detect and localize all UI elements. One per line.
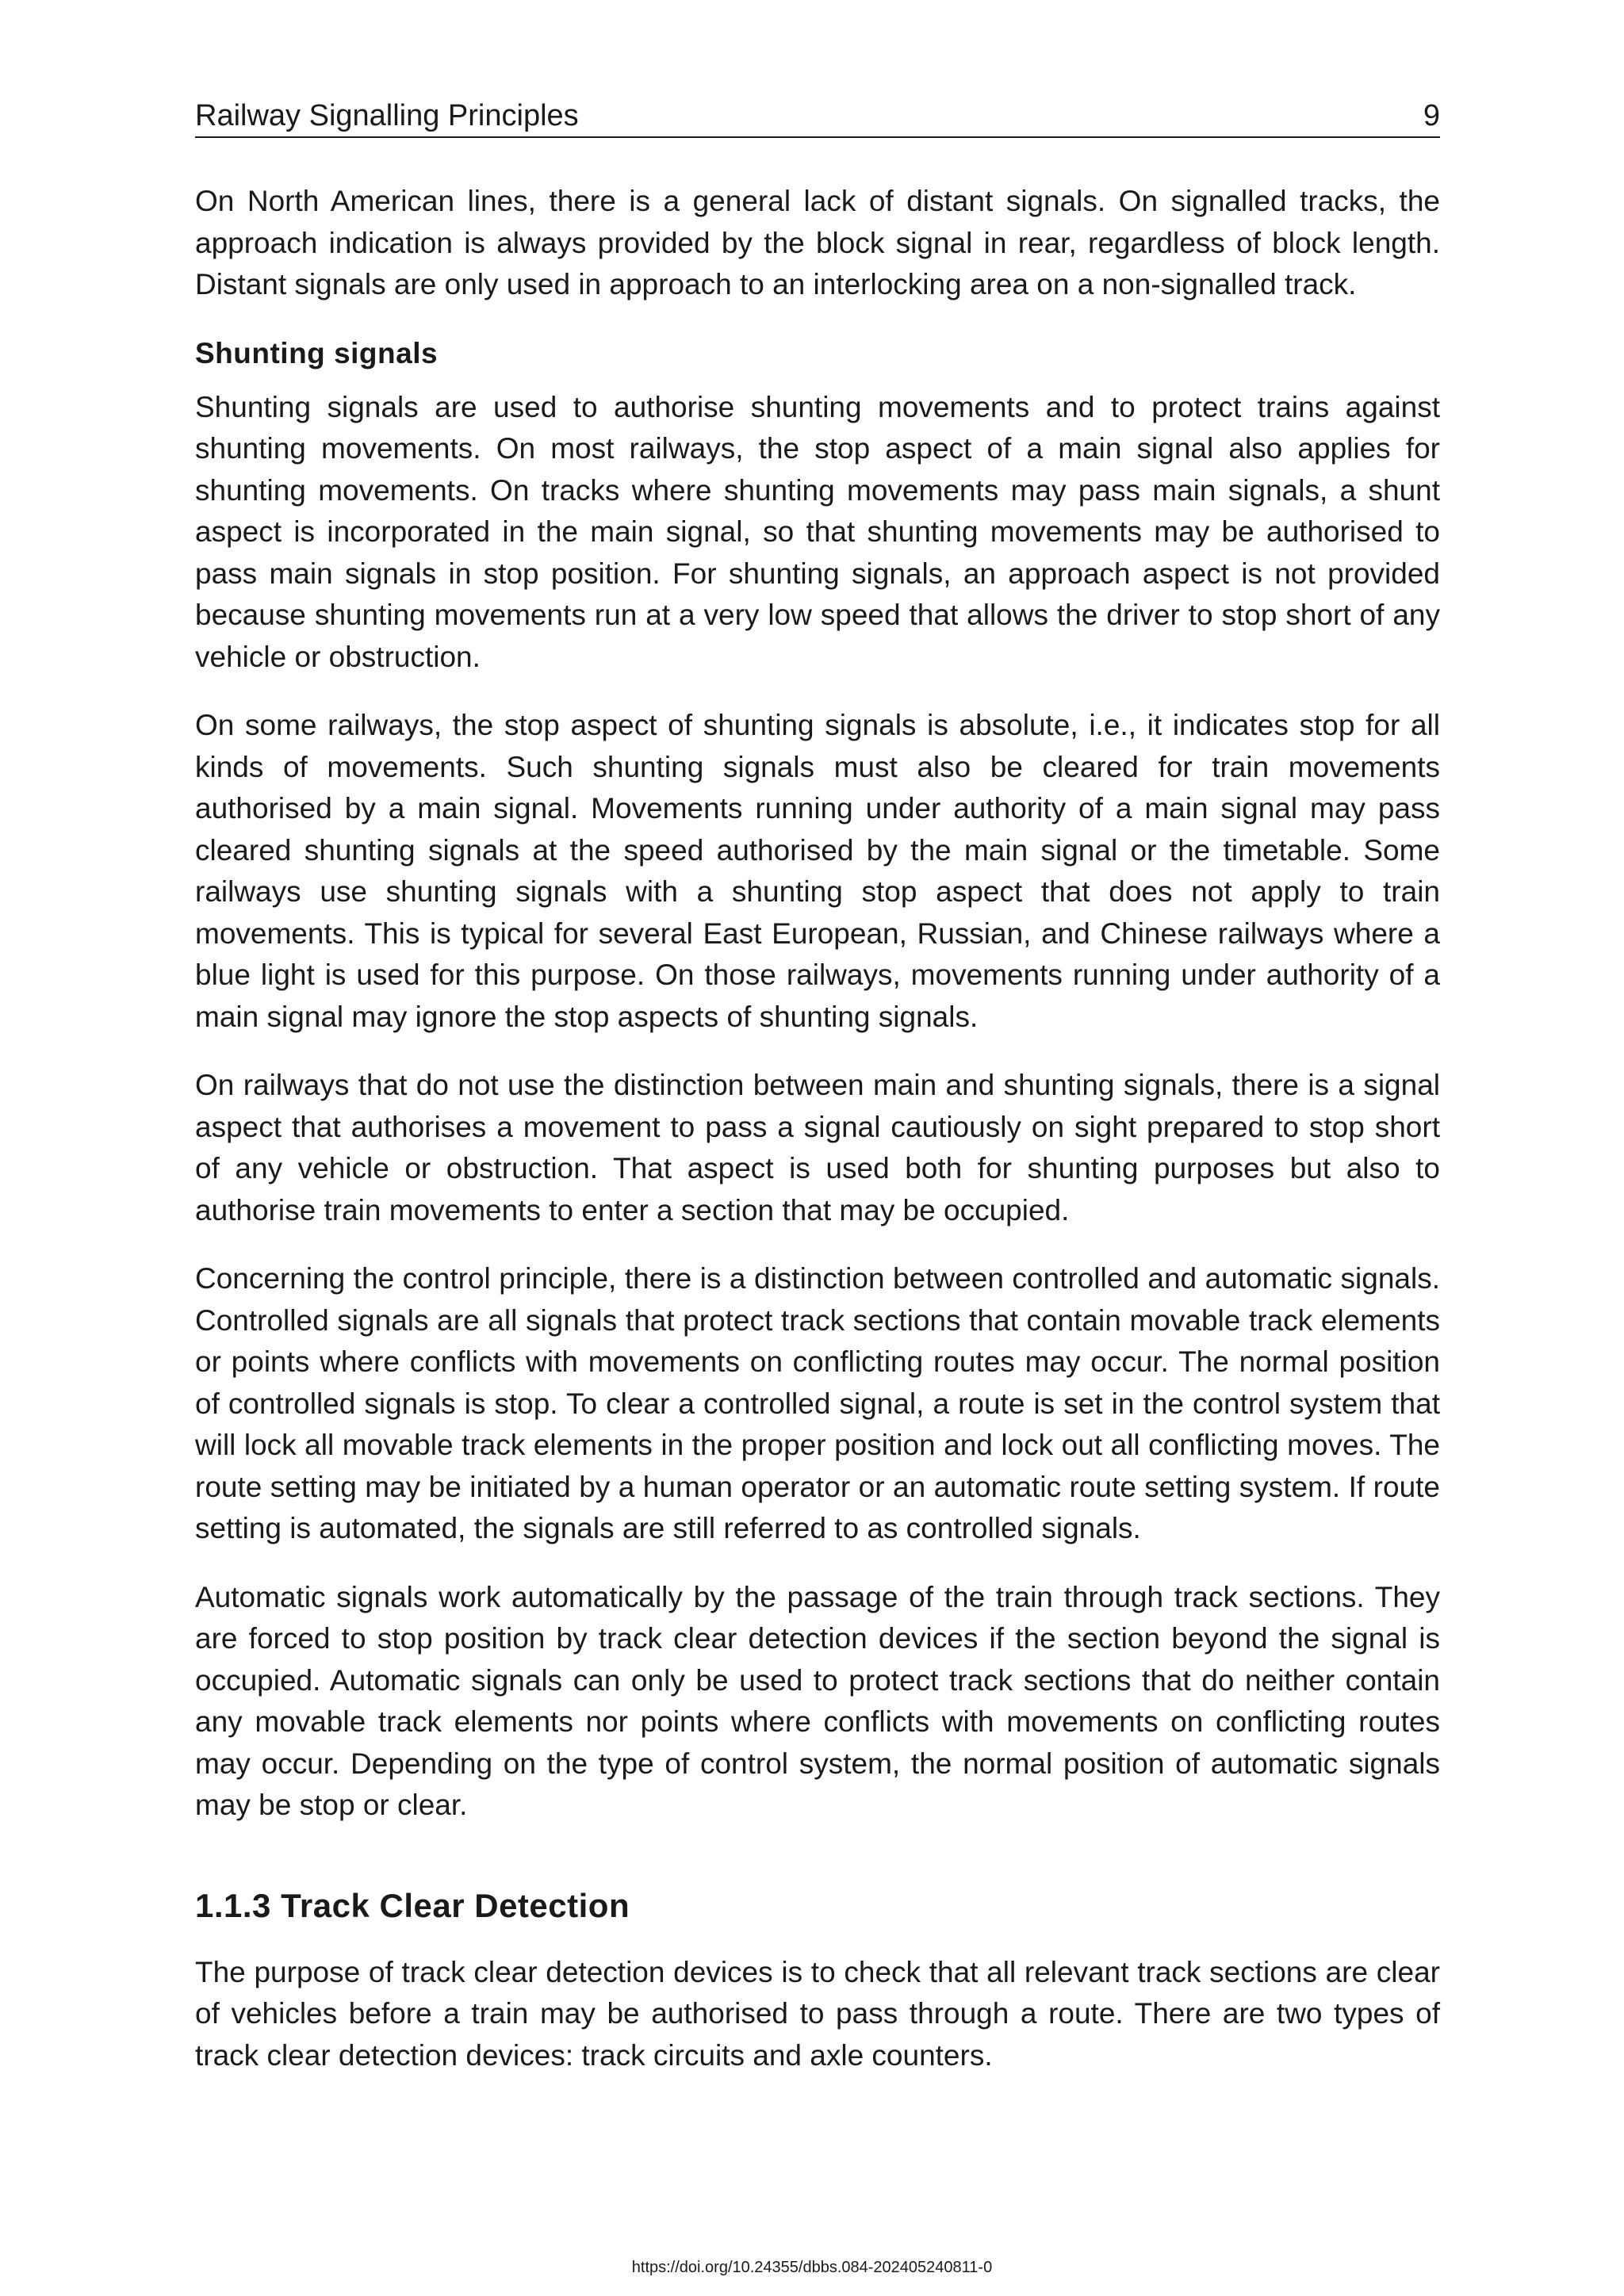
paragraph-distant-signals: On North American lines, there is a general lack of distant signals. On signalled tracks, the approach indication is always provided by the block signal in rear, regardless of block length. Distant signals are only used in approach to an interlocking area on a non-signalled track. <box>195 185 1440 300</box>
paragraph-shunting-3: On railways that do not use the distinction between main and shunting signals, there is a signal aspect that authorises a movement to pass a signal cautiously on sight prepared to stop short of any vehicle or obstruction. That aspect is used both for shunting purposes but also to authorise train movements to enter a section that may be occupied. <box>195 1069 1440 1226</box>
page-number: 9 <box>1423 99 1440 132</box>
section-heading-track-clear-detection: 1.1.3 Track Clear Detection <box>195 1886 630 1924</box>
paragraph-track-clear-detection: The purpose of track clear detection devices is to check that all relevant track sections are clear of vehicles before a train may be authorised to pass through a route. There are two types of track clear detection devices: track circuits and axle counters. <box>195 1955 1440 2072</box>
paragraph-automatic-signals: Automatic signals work automatically by the passage of the train through track sections. They are forced to stop position by track clear detection devices if the section beyond the signal is occupied. Automatic signals can only be used to protect track sections that do neither contain any movable track elements nor points where conflicts with movements on conflicting routes may occur. Depending on the type of control system, the normal position of automatic signals may be stop or clear. <box>195 1580 1440 1821</box>
subheading-shunting-signals: Shunting signals <box>195 336 439 369</box>
paragraph-shunting-1: Shunting signals are used to authorise shunting movements and to protect trains against shunting movements. On most railways, the stop aspect of a main signal also applies for shunting movements. On tracks where shunting movements may pass main signals, a shunt aspect is incorporated in the main signal, so that shunting movements may be authorised to pass main signals in stop position. For shunting signals, an approach aspect is not provided because shunting movements run at a very low speed that allows the driver to stop short of any vehicle or obstruction. <box>195 390 1440 673</box>
paragraph-controlled-signals: Concerning the control principle, there is a distinction between controlled and automatic signals. Controlled signals are all signals that protect track sections that contain movable track elements or points where conflicts with movements on conflicting routes may occur. The normal position of controlled signals is stop. To clear a controlled signal, a route is set in the control system that will lock all movable track elements in the proper position and lock out all conflicting moves. The route setting may be initiated by a human operator or an automatic route setting system. If route setting is automated, the signals are still referred to as controlled signals. <box>195 1262 1440 1544</box>
body-text <box>195 181 1440 2103</box>
running-title: Railway Signalling Principles <box>195 99 579 132</box>
doi-footer: https://doi.org/10.24355/dbbs.084-202405240811-0 <box>631 2259 993 2276</box>
paragraph-shunting-2: On some railways, the stop aspect of shunting signals is absolute, i.e., it indicates stop for all kinds of movements. Such shunting signals must also be cleared for train movements authorised by a main signal. Movements running under authority of a main signal may pass cleared shunting signals at the speed authorised by the main signal or the timetable. Some railways use shunting signals with a shunting stop aspect that does not apply to train movements. This is typical for several East European, Russian, and Chinese railways where a blue light is used for this purpose. On those railways, movements running under authority of a main signal may ignore the stop aspects of shunting signals. <box>195 709 1440 1033</box>
running-header <box>195 95 1440 138</box>
